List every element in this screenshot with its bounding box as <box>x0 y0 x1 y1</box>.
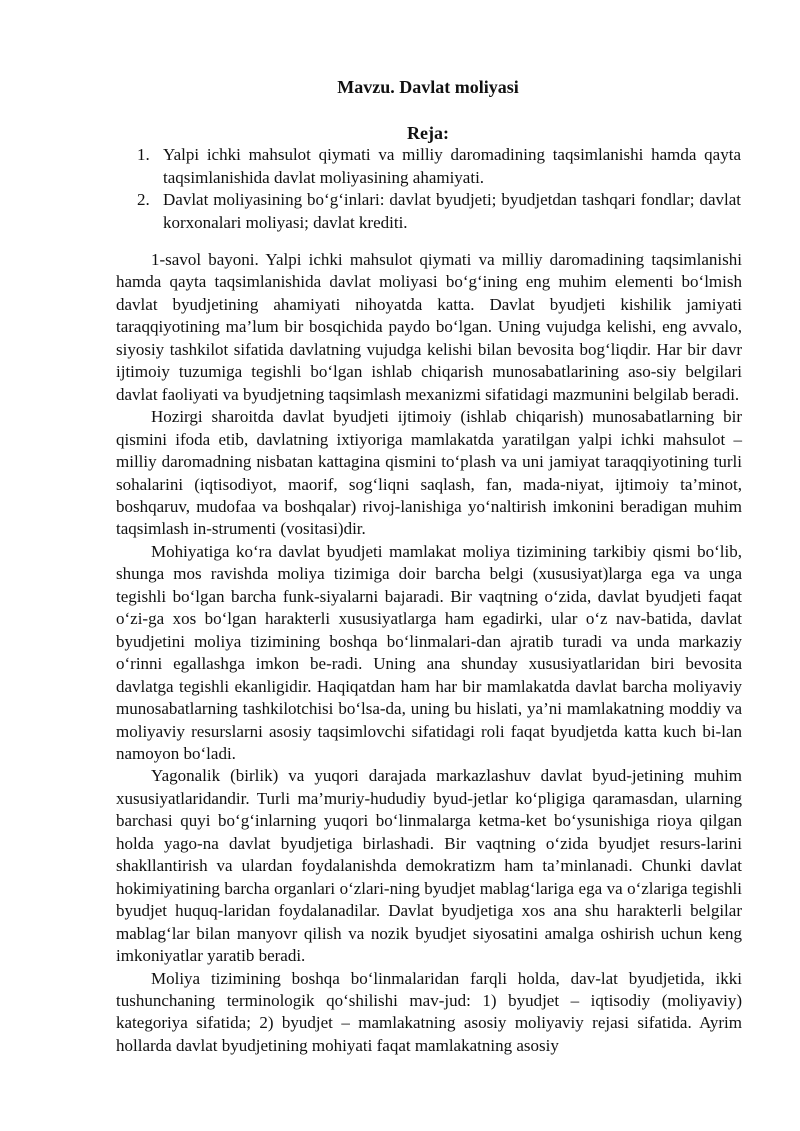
plan-item-text: Yalpi ichki mahsulot qiymati va milliy daromadining taqsimlanishi hamda qayta taqsimlanishida davlat moliyasining ahamiyati. <box>163 145 741 187</box>
plan-item-text: Davlat moliyasining bo‘g‘inlari: davlat byudjeti; byudjetdan tashqari fondlar; davlat korxonalari moliyasi; davlat krediti. <box>163 190 741 232</box>
paragraph: Moliya tizimining boshqa bo‘linmalaridan farqli holda, dav-lat byudjetida, ikki tushunchaning terminologik qo‘shilishi mav-jud: 1) byudjet – iqtisodiy (moliyaviy) kategoriya sifatida; 2) byudjet – mamlakatning asosiy moliyaviy rejasi sifatida. Ayrim hollarda davlat byudjetining mohiyati faqat mamlakatning asosiy <box>116 968 742 1055</box>
plan-item <box>137 189 741 234</box>
plan-item-number: 2. <box>137 190 150 209</box>
body-text <box>116 249 742 1057</box>
plan-list <box>137 144 741 234</box>
plan-item <box>137 144 741 189</box>
plan-item-number: 1. <box>137 145 150 164</box>
paragraph: 1-savol bayoni. Yalpi ichki mahsulot qiymati va milliy daromadining taqsimlanishi hamda qayta taqsimlanishida davlat moliyasi bo‘g‘ining eng muhim elementi bo‘lmish davlat byudjetining ahamiyati nihoyatda katta. Davlat byudjeti kishilik jamiyati taraqqiyotining ma’lum bir bosqichida paydo bo‘lgan. Uning vujudga kelishi, eng avvalo, siyosiy tashkilot sifatida davlatning vujudga kelishi bilan bevosita bog‘liqdir. Har bir davr ijtimoiy tuzumiga tegishli bo‘lgan ishlab chiqarish munosabatlarining aso-siy belgilari davlat faoliyati va byudjetning taqsimlash mexanizmi sifatidagi mazmunini belgilab beradi. <box>116 250 742 404</box>
paragraph: Hozirgi sharoitda davlat byudjeti ijtimoiy (ishlab chiqarish) munosabatlarning bir qismini ifoda etib, davlatning ixtiyoriga mamlakatda yaratilgan yalpi ichki mahsulot – milliy daromadning nisbatan kattagina qismini to‘plash va uni jamiyat taraqqiyotining turli sohalarini (iqtisodiyot, maorif, sog‘liqni saqlash, fan, mada-niyat, ijtimoiy ta’minot, boshqaruv, mudofaa va boshqalar) rivoj-lanishiga yo‘naltirish imkonini beradigan muhim taqsimlash in-strumenti (vositasi)dir. <box>116 407 742 539</box>
paragraph: Mohiyatiga ko‘ra davlat byudjeti mamlakat moliya tizimining tarkibiy qismi bo‘lib, shunga mos ravishda moliya tizimiga doir barcha belgi (xususiyat)larga ega va unga tegishli bo‘lgan barcha funk-siyalarni bajaradi. Bir vaqtning o‘zida, davlat byudjeti faqat o‘zi-ga xos bo‘lgan harakterli xususiyatlarga ham egadirki, ular o‘z nav-batida, davlat byudjetini moliya tizimining boshqa bo‘linmalari-dan ajratib turadi va unda markaziy o‘rinni egallashga imkon be-radi. Uning ana shunday xususiyatlaridan biri bevosita davlatga tegishli ekanligidir. Haqiqatdan ham har bir mamlakatda davlat barcha moliyaviy munosabatlarning tashkilotchisi bo‘lsa-da, uning bu hislati, ya’ni mamlakatning moddiy va moliyaviy resurslarni asosiy taqsimlovchi sifatidagi roli faqat byudjetda katta kuch bi-lan namoyon bo‘ladi. <box>116 541 742 763</box>
paragraph: Yagonalik (birlik) va yuqori darajada markazlashuv davlat byud-jetining muhim xususiyatlaridandir. Turli ma’muriy-hududiy byud-jetlar ko‘pligiga qaramasdan, ularning barchasi quyi bo‘g‘inlarning yuqori bo‘linmalarga ketma-ket bo‘ysunishiga rioya qilgan holda yago-na davlat byudjetiga birlashadi. Bir vaqtning o‘zida byudjet resurs-larini shakllantirish va ulardan foydalanishda demokratizm ham ta’minlanadi. Chunki davlat hokimiyatining barcha organlari o‘zlari-ning byudjet mablag‘lariga ega va o‘zlariga tegishli byudjet huquq-laridan foydalanadilar. Davlat byudjetiga xos ana shu harakterli belgilar mablag‘lar bilan manyovr qilish va nozik byudjet siyosatini amalga oshirish uchun keng imkoniyatlar yaratib beradi. <box>116 766 742 966</box>
plan-heading: Reja: <box>407 123 449 143</box>
document-title: Mavzu. Davlat moliyasi <box>337 77 519 97</box>
